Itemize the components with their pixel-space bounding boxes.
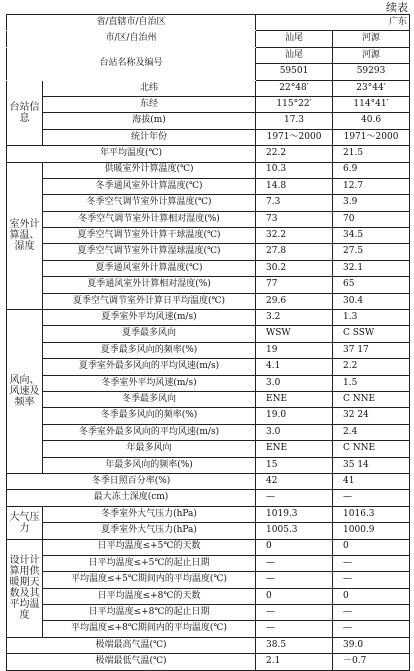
row-label: 平均温度≤+8℃期间内的平均温度(℃) (43, 621, 256, 637)
table-row (7, 326, 410, 342)
row-value-1: 1971～2000 (256, 129, 333, 145)
table-row (7, 588, 410, 604)
row-value-1: 0 (256, 539, 333, 555)
row-value-1: 30.2 (256, 260, 333, 276)
table-row (7, 391, 410, 407)
table-row (7, 490, 410, 506)
row-value-1: — (256, 555, 333, 571)
row-value-1: 17.3 (256, 113, 333, 129)
table-row (7, 260, 410, 276)
table-row (7, 506, 410, 522)
row-value-2: — (333, 605, 410, 621)
table-row (7, 473, 410, 489)
row-value-1: 7.3 (256, 195, 333, 211)
row-label: 极端最低气温(℃) (7, 654, 256, 670)
row-label: 平均温度≤+5℃期间内的平均温度(℃) (43, 572, 256, 588)
row-value-2: — (333, 572, 410, 588)
row-label: 夏季通风室外计算温度(℃) (43, 260, 256, 276)
table-row (7, 228, 410, 244)
row-value-1: 29.6 (256, 293, 333, 309)
row-value-1: WSW (256, 326, 333, 342)
row-value-1: 77 (256, 277, 333, 293)
station-name-2: 河源 (333, 47, 410, 63)
row-value-1: 15 (256, 457, 333, 473)
row-value-1: 19 (256, 342, 333, 358)
row-label: 冬季空气调节室外计算相对湿度(%) (43, 211, 256, 227)
row-label: 极端最高气温(℃) (7, 637, 256, 653)
province-value: 广东 (256, 15, 410, 31)
row-label: 统计年份 (43, 129, 256, 145)
row-value-1: 10.3 (256, 162, 333, 178)
table-row (7, 523, 410, 539)
row-value-2: 34.5 (333, 228, 410, 244)
row-label: 日平均温度≤+5℃的起止日期 (43, 555, 256, 571)
table-row (7, 277, 410, 293)
table-row (7, 359, 410, 375)
city-label: 市/区/自治州 (7, 31, 256, 47)
row-value-2: 39.0 (333, 637, 410, 653)
table-row (7, 441, 410, 457)
row-label: 日平均温度≤+8℃的天数 (43, 588, 256, 604)
table-row (7, 80, 410, 96)
row-label: 日平均温度≤+8℃的起止日期 (43, 605, 256, 621)
row-value-2: 0 (333, 539, 410, 555)
row-value-2: 0 (333, 588, 410, 604)
table-row (7, 408, 410, 424)
row-value-2: 32 24 (333, 408, 410, 424)
category-pressure: 大气压力 (7, 506, 43, 539)
row-label: 夏季空气调节室外计算湿球温度(℃) (43, 244, 256, 260)
row-value-1: 3.0 (256, 375, 333, 391)
row-value-2: 30.4 (333, 293, 410, 309)
row-label: 冬季最多风向 (43, 391, 256, 407)
table-row (7, 457, 410, 473)
row-value-1: 2.1 (256, 654, 333, 670)
row-label: 夏季通风室外计算相对湿度(%) (43, 277, 256, 293)
row-value-2: 35 14 (333, 457, 410, 473)
table-row (7, 113, 410, 129)
category-heating: 设计计算用供暖期天数及其平均温度 (7, 539, 43, 637)
row-label: 日平均温度≤+5℃的天数 (43, 539, 256, 555)
row-value-1: 0 (256, 588, 333, 604)
table-row (7, 621, 410, 637)
row-label: 年最多风向 (43, 441, 256, 457)
row-label: 东经 (43, 96, 256, 112)
row-value-2: 65 (333, 277, 410, 293)
row-value-1: 3.2 (256, 310, 333, 326)
row-value-2: 6.9 (333, 162, 410, 178)
row-value-1: 32.2 (256, 228, 333, 244)
table-row (7, 195, 410, 211)
row-value-1: — (256, 490, 333, 506)
row-value-2: 41 (333, 473, 410, 489)
row-value-1: 38.5 (256, 637, 333, 653)
row-value-2: 32.1 (333, 260, 410, 276)
table-row (7, 555, 410, 571)
row-value-1: — (256, 621, 333, 637)
table-row (7, 424, 410, 440)
category-outdoor-calc: 室外计算温、湿度 (7, 162, 43, 310)
table-row (7, 654, 410, 670)
table-row (7, 375, 410, 391)
row-label: 冬季室外平均风速(m/s) (43, 375, 256, 391)
station-name-row (7, 47, 410, 63)
row-value-2: 1971～2000 (333, 129, 410, 145)
row-value-1: 115°22′ (256, 96, 333, 112)
row-value-1: 42 (256, 473, 333, 489)
row-value-1: 19.0 (256, 408, 333, 424)
row-label: 冬季空气调节室外计算温度(℃) (43, 195, 256, 211)
row-value-2: 3.9 (333, 195, 410, 211)
row-label: 冬季室外大气压力(hPa) (43, 506, 256, 522)
row-label: 夏季室外平均风速(m/s) (43, 310, 256, 326)
row-label: 冬季最多风向的频率(%) (43, 408, 256, 424)
row-value-1: 14.8 (256, 178, 333, 194)
row-label: 夏季最多风向 (43, 326, 256, 342)
row-label: 夏季空气调节室外计算干球温度(℃) (43, 228, 256, 244)
province-label: 省/直辖市/自治区 (7, 15, 256, 31)
row-value-2: — (333, 490, 410, 506)
row-value-1: ENE (256, 441, 333, 457)
row-value-2: 37 17 (333, 342, 410, 358)
row-label: 冬季日照百分率(%) (7, 473, 256, 489)
station-label: 台站名称及编号 (7, 47, 256, 80)
row-value-1: 1005.3 (256, 523, 333, 539)
table-row (7, 162, 410, 178)
table-row (7, 605, 410, 621)
city-value-1: 汕尾 (256, 31, 333, 47)
station-id-1: 59501 (256, 64, 333, 80)
row-value-2: 21.5 (333, 146, 410, 162)
station-name-1: 汕尾 (256, 47, 333, 63)
continued-label: 续表 (386, 1, 408, 14)
row-value-1: 22°48′ (256, 80, 333, 96)
row-value-1: — (256, 572, 333, 588)
row-label: 供暖室外计算温度(℃) (43, 162, 256, 178)
row-label: 最大冻土深度(cm) (7, 490, 256, 506)
station-id-2: 59293 (333, 64, 410, 80)
category-wind: 风向、风速及频率 (7, 310, 43, 474)
row-value-2: 114°41′ (333, 96, 410, 112)
table-row (7, 178, 410, 194)
row-label: 夏季室外大气压力(hPa) (43, 523, 256, 539)
row-value-2: 12.7 (333, 178, 410, 194)
row-value-2: 2.4 (333, 424, 410, 440)
row-value-2: 2.2 (333, 359, 410, 375)
category-station-info: 台站信息 (7, 80, 43, 146)
row-label: 冬季室外最多风向的平均风速(m/s) (43, 424, 256, 440)
row-value-2: C NNE (333, 441, 410, 457)
row-label: 冬季通风室外计算温度(℃) (43, 178, 256, 194)
province-row (7, 15, 410, 31)
table-row (7, 146, 410, 162)
table-row (7, 342, 410, 358)
row-value-1: 1019.3 (256, 506, 333, 522)
row-value-1: 4.1 (256, 359, 333, 375)
row-value-2: — (333, 555, 410, 571)
row-label: 夏季室外最多风向的平均风速(m/s) (43, 359, 256, 375)
table-row (7, 96, 410, 112)
row-value-1: 3.0 (256, 424, 333, 440)
table-row (7, 244, 410, 260)
row-value-1: — (256, 605, 333, 621)
row-value-2: 1.5 (333, 375, 410, 391)
city-value-2: 河源 (333, 31, 410, 47)
row-label: 海拔(m) (43, 113, 256, 129)
row-value-2: 40.6 (333, 113, 410, 129)
row-label: 夏季最多风向的频率(%) (43, 342, 256, 358)
row-value-1: 22.2 (256, 146, 333, 162)
city-row (7, 31, 410, 47)
row-value-2: 70 (333, 211, 410, 227)
climate-data-table (6, 14, 410, 671)
row-label: 年最多风向的频率(%) (43, 457, 256, 473)
table-row (7, 129, 410, 145)
table-row (7, 211, 410, 227)
row-value-1: 73 (256, 211, 333, 227)
table-row (7, 539, 410, 555)
row-value-2: — (333, 621, 410, 637)
row-value-2: 23°44′ (333, 80, 410, 96)
row-label: 年平均温度(℃) (7, 146, 256, 162)
row-value-2: C NNE (333, 391, 410, 407)
row-value-2: －0.7 (333, 654, 410, 670)
table-row (7, 310, 410, 326)
row-value-2: 1.3 (333, 310, 410, 326)
row-value-2: 27.5 (333, 244, 410, 260)
row-value-1: 27.8 (256, 244, 333, 260)
table-row (7, 572, 410, 588)
row-value-1: ENE (256, 391, 333, 407)
row-label: 北纬 (43, 80, 256, 96)
row-label: 夏季空气调节室外计算日平均温度(℃) (43, 293, 256, 309)
row-value-2: 1000.9 (333, 523, 410, 539)
table-row (7, 637, 410, 653)
table-row (7, 293, 410, 309)
row-value-2: 1016.3 (333, 506, 410, 522)
row-value-2: C SSW (333, 326, 410, 342)
